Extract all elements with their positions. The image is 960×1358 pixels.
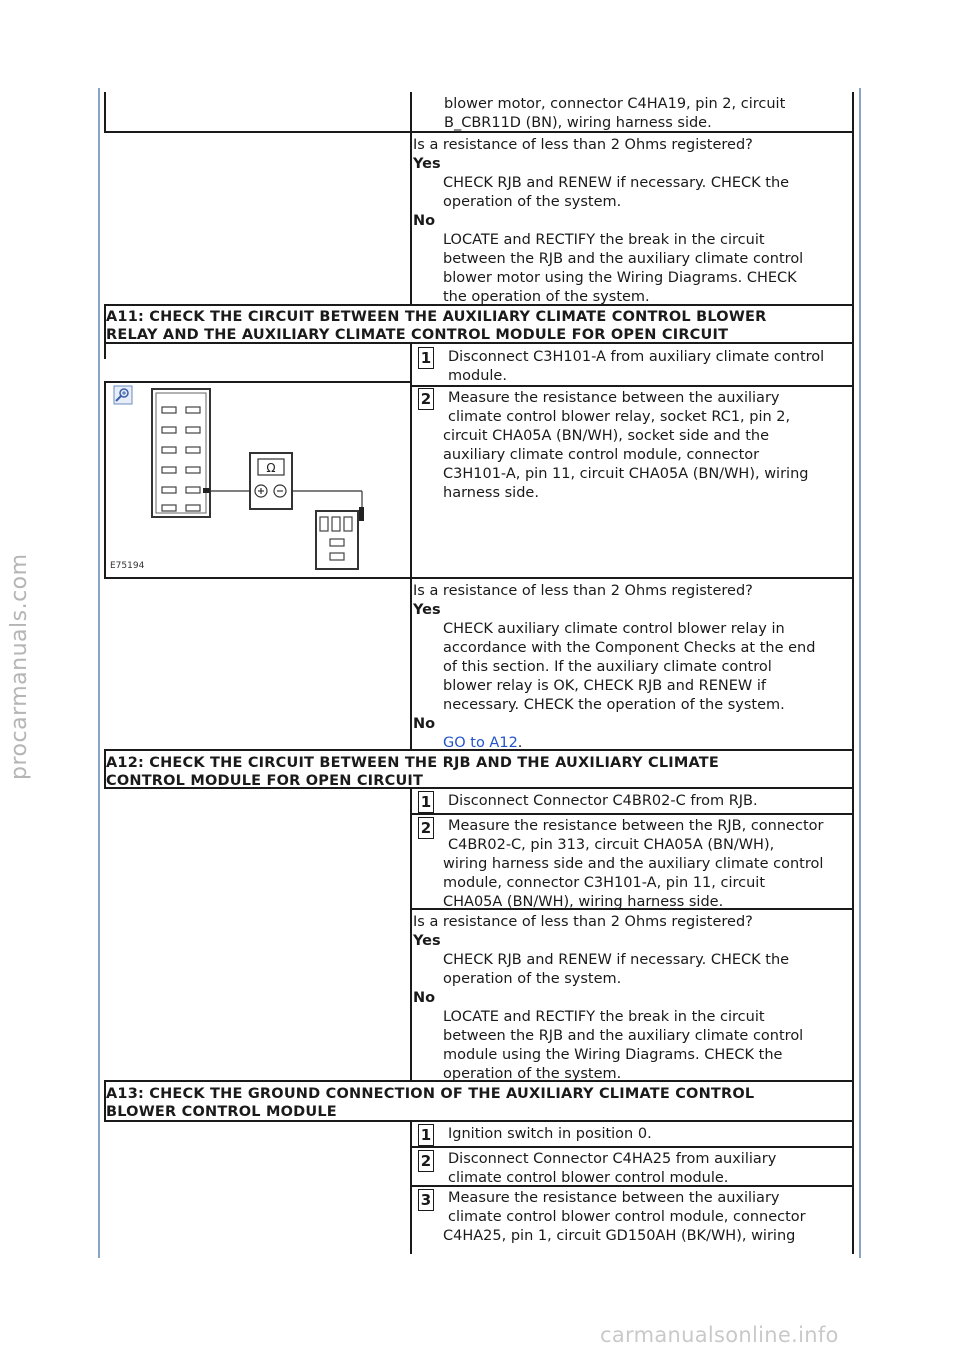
step-text-line: blower motor, connector C4HA19, pin 2, circuit	[444, 96, 786, 112]
yes-text: CHECK RJB and RENEW if necessary. CHECK the	[443, 952, 790, 968]
column-divider	[410, 92, 412, 305]
no-label: No	[413, 716, 436, 732]
row-border	[104, 577, 854, 579]
step-number: 1	[418, 791, 434, 813]
yes-text: of this section. If the auxiliary climate control	[443, 659, 772, 675]
step-text-line: Measure the resistance between the RJB, connector	[448, 818, 824, 834]
circuit-diagram-figure	[106, 383, 410, 576]
step-text-line: Measure the resistance between the auxiliary	[448, 1190, 780, 1206]
question-text: Is a resistance of less than 2 Ohms registered?	[413, 914, 753, 930]
step-text-line: C3H101-A, pin 11, circuit CHA05A (BN/WH), wiring	[443, 466, 809, 482]
multimeter-diagram	[106, 383, 410, 576]
step-number: 1	[418, 347, 434, 369]
step-text-line: C4BR02-C, pin 313, circuit CHA05A (BN/WH),	[448, 837, 775, 853]
step-text-line: climate control blower control module, connector	[448, 1209, 806, 1225]
row-border	[410, 813, 854, 815]
section-heading-a12: A12: CHECK THE CIRCUIT BETWEEN THE RJB AND THE AUXILIARY CLIMATE	[106, 755, 719, 771]
yes-text: necessary. CHECK the operation of the system.	[443, 697, 785, 713]
no-label: No	[413, 990, 436, 1006]
step-number: 1	[418, 1124, 434, 1146]
section-heading-a13: A13: CHECK THE GROUND CONNECTION OF THE AUXILIARY CLIMATE CONTROL	[106, 1086, 755, 1102]
ohm-symbol: Ω	[266, 461, 276, 475]
step-text-line: Measure the resistance between the auxiliary	[448, 390, 780, 406]
yes-text: operation of the system.	[443, 971, 622, 987]
no-text: module using the Wiring Diagrams. CHECK the	[443, 1047, 783, 1063]
step-number: 2	[418, 817, 434, 839]
no-text-tail: .	[517, 735, 523, 751]
column-divider	[410, 1121, 412, 1254]
step-text-line: harness side.	[443, 485, 539, 501]
side-watermark: procarmanuals.com	[7, 553, 32, 780]
step-text-line: module.	[448, 368, 507, 384]
no-text	[443, 734, 522, 753]
question-text: Is a resistance of less than 2 Ohms registered?	[413, 137, 753, 153]
step-text-line: climate control blower relay, socket RC1, pin 2,	[448, 409, 791, 425]
step-text-line: module, connector C3H101-A, pin 11, circuit	[443, 875, 766, 891]
step-text-line: CHA05A (BN/WH), wiring harness side.	[443, 894, 724, 910]
step-number: 3	[418, 1189, 434, 1211]
no-text: the operation of the system.	[443, 289, 650, 305]
column-divider	[410, 788, 412, 1081]
section-heading-a11: A11: CHECK THE CIRCUIT BETWEEN THE AUXILIARY CLIMATE CONTROL BLOWER	[106, 309, 767, 325]
table-left-border	[104, 92, 106, 132]
no-text: between the RJB and the auxiliary climate control	[443, 251, 804, 267]
step-text-line: auxiliary climate control module, connector	[443, 447, 760, 463]
step-text-line: B_CBR11D (BN), wiring harness side.	[444, 115, 712, 131]
no-text: LOCATE and RECTIFY the break in the circuit	[443, 1009, 765, 1025]
no-text: LOCATE and RECTIFY the break in the circuit	[443, 232, 765, 248]
yes-text: blower relay is OK, CHECK RJB and RENEW if	[443, 678, 767, 694]
zoom-icon[interactable]	[114, 386, 132, 404]
step-text-line: Disconnect Connector C4HA25 from auxiliary	[448, 1151, 777, 1167]
step-text-line: Disconnect Connector C4BR02-C from RJB.	[448, 793, 758, 809]
step-text-line: C4HA25, pin 1, circuit GD150AH (BK/WH), wiring	[443, 1228, 796, 1244]
step-text-line: circuit CHA05A (BN/WH), socket side and the	[443, 428, 770, 444]
yes-label: Yes	[413, 602, 441, 618]
yes-text: CHECK auxiliary climate control blower relay in	[443, 621, 785, 637]
bottom-watermark: carmanualsonline.info	[600, 1323, 839, 1347]
section-heading-a12: CONTROL MODULE FOR OPEN CIRCUIT	[106, 773, 424, 789]
go-to-a12-link[interactable]: GO to A12	[443, 735, 518, 751]
right-margin-line	[859, 88, 861, 1258]
section-heading-a11: RELAY AND THE AUXILIARY CLIMATE CONTROL MODULE FOR OPEN CIRCUIT	[106, 327, 729, 343]
question-text: Is a resistance of less than 2 Ohms registered?	[413, 583, 753, 599]
yes-text: CHECK RJB and RENEW if necessary. CHECK the	[443, 175, 790, 191]
no-text: operation of the system.	[443, 1066, 622, 1082]
no-label: No	[413, 213, 436, 229]
column-divider	[410, 343, 412, 750]
yes-label: Yes	[413, 156, 441, 172]
no-text: blower motor using the Wiring Diagrams. CHECK	[443, 270, 797, 286]
step-text-line: Disconnect C3H101-A from auxiliary climate control	[448, 349, 825, 365]
yes-label: Yes	[413, 933, 441, 949]
yes-text: operation of the system.	[443, 194, 622, 210]
section-heading-a13: BLOWER CONTROL MODULE	[106, 1104, 337, 1120]
figure-label: E75194	[110, 561, 145, 571]
no-text: between the RJB and the auxiliary climate control	[443, 1028, 804, 1044]
step-text-line: climate control blower control module.	[448, 1170, 729, 1186]
row-border	[410, 1146, 854, 1148]
yes-text: accordance with the Component Checks at the end	[443, 640, 816, 656]
step-text-line: wiring harness side and the auxiliary climate control	[443, 856, 824, 872]
step-number: 2	[418, 1150, 434, 1172]
step-number: 2	[418, 388, 434, 410]
left-margin-line	[98, 88, 100, 1258]
step-text-line: Ignition switch in position 0.	[448, 1126, 652, 1142]
